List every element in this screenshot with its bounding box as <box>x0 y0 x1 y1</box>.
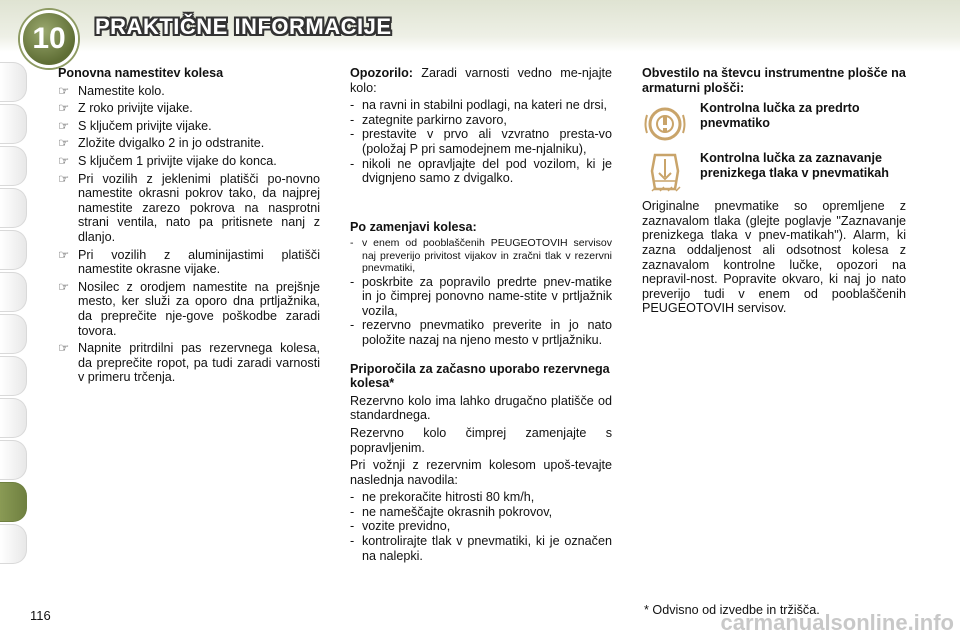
recommendation-list <box>350 490 612 563</box>
section-heading: Ponovna namestitev kolesa <box>58 66 224 80</box>
pointing-hand-icon: ☞ <box>58 101 70 116</box>
instruction-item <box>58 84 320 99</box>
chapter-tab[interactable] <box>0 524 27 564</box>
section-heading: Po zamenjavi kolesa: <box>350 219 477 234</box>
page-number: 116 <box>30 608 51 623</box>
pointing-hand-icon: ☞ <box>58 247 70 262</box>
list-item-text: nikoli ne opravljajte del pod vozilom, ki je dvignjeno samo z dvigalko. <box>362 156 612 186</box>
chapter-tab[interactable] <box>0 104 27 144</box>
section-heading: Obvestilo na števcu instrumentne plošče na armaturni plošči: <box>642 66 906 95</box>
pointing-hand-icon: ☞ <box>58 153 70 168</box>
warning-lamp-low-pressure <box>642 151 906 195</box>
list-item-text: rezervno pnevmatiko preverite in jo nato položite nazaj na njeno mesto v prtljažniku. <box>362 318 612 347</box>
list-item <box>350 113 612 128</box>
dash-mark: - <box>350 318 355 333</box>
footnote: * Odvisno od izvedbe in tržišča. <box>644 603 820 617</box>
list-item <box>350 490 612 505</box>
warning-label: Opozorilo: <box>350 66 413 80</box>
list-item-text: Namestite kolo. <box>78 83 165 98</box>
paragraph: Pri vožnji z rezervnim kolesom upoš-tevajte naslednja navodila: <box>350 458 612 487</box>
instruction-item <box>58 154 320 169</box>
list-item-text: Z roko privijte vijake. <box>78 101 193 116</box>
page-title: PRAKTIČNE INFORMACIJE <box>95 14 392 39</box>
list-item <box>350 127 612 156</box>
dash-mark: - <box>350 156 355 171</box>
chapter-tab[interactable] <box>0 272 27 312</box>
chapter-tab[interactable] <box>0 230 27 270</box>
list-item-text: Pri vozilih z jeklenimi platišči po-novno namestite okrasni pokrov tako, da najprej namestite zarezo pokrova na nasprotni strani ventila, nato pa pritisnete nanj z dlanjo. <box>78 171 320 244</box>
warning-text: Zaradi varnosti vedno me-njajte kolo: <box>350 66 612 95</box>
paragraph: Originalne pnevmatike so opremljene z zaznavalom tlaka (glejte poglavje "Zaznavanje prenizkega tlaka v pnev-matikah"). Alarm, ki zazna oddaljenost ali odsotnost kolesa z zaznavalom kontrolne lučke, opozori na nepravil-nost. Popravite okvaro, ki naj jo nato preverijo tudi v enem od pooblaščenih PEUGEOTOVIH servisov. <box>642 199 906 316</box>
low-tyre-pressure-icon <box>642 151 688 195</box>
chapter-tab-active[interactable] <box>0 482 27 522</box>
warning-paragraph <box>350 66 612 95</box>
chapter-tabs <box>0 62 36 566</box>
lamp-label: Kontrolna lučka za zaznavanje prenizkega tlaka v pnevmatikah <box>700 151 889 180</box>
paragraph: Rezervno kolo čimprej zamenjajte s popravljenim. <box>350 425 612 455</box>
warning-list <box>350 98 612 186</box>
list-item-text: v enem od pooblaščenih PEUGEOTOVIH servisov naj preverijo privitost vijakov in zračni tlak v rezervni pnevmatiki, <box>362 237 612 275</box>
instruction-item <box>58 248 320 277</box>
pointing-hand-icon: ☞ <box>58 118 70 133</box>
list-item-text: S ključem 1 privijte vijake do konca. <box>78 153 277 168</box>
instruction-item <box>58 119 320 134</box>
list-item-text: na ravni in stabilni podlagi, na kateri ne drsi, <box>362 98 608 113</box>
dash-mark: - <box>350 127 355 142</box>
list-item-text: ne nameščajte okrasnih pokrovov, <box>362 504 553 519</box>
watermark: carmanualsonline.info <box>720 610 954 635</box>
chapter-tab[interactable] <box>0 356 27 396</box>
section-heading: Priporočila za začasno uporabo rezervnega kolesa* <box>350 361 610 391</box>
list-item-text: prestavite v prvo ali vzvratno presta-vo (položaj P pri samodejnem me-njalniku), <box>362 127 612 156</box>
list-item-text: Pri vozilih z aluminijastimi platišči namestite okrasne vijake. <box>78 247 320 277</box>
list-item <box>350 505 612 520</box>
chapter-tab[interactable] <box>0 398 27 438</box>
list-item-text: Zložite dvigalko 2 in jo odstranite. <box>78 136 265 151</box>
flat-tyre-warning-icon <box>642 101 688 145</box>
instruction-list <box>58 84 320 385</box>
column-warnings <box>350 66 612 563</box>
list-item-text: zategnite parkirno zavoro, <box>362 112 507 127</box>
instruction-item <box>58 101 320 116</box>
list-item <box>350 275 612 319</box>
dash-mark: - <box>350 274 355 289</box>
dash-mark: - <box>350 490 355 505</box>
list-item-text: Nosilec z orodjem namestite na prejšnje mesto, ker služi za oporo dna prtljažnika, da preprečite nje-gove poškodbe zaradi tovora. <box>78 279 320 338</box>
lamp-label: Kontrolna lučka za predrto pnevmatiko <box>700 101 860 130</box>
pointing-hand-icon: ☞ <box>58 341 70 356</box>
chapter-number-badge: 10 <box>20 10 78 68</box>
list-item-text: kontrolirajte tlak v pnevmatiki, ki je označen na nalepki. <box>362 534 612 563</box>
list-item <box>350 237 612 274</box>
list-item-text: vozite previdno, <box>362 519 451 534</box>
dash-mark: - <box>350 98 355 113</box>
chapter-tab[interactable] <box>0 188 27 228</box>
instruction-item <box>58 280 320 338</box>
chapter-tab[interactable] <box>0 62 27 102</box>
column-wheel-refit <box>58 66 320 388</box>
list-item-text: poskrbite za popravilo predrte pnev-matike in jo čimprej ponovno name-stite v prtljažnik vozila, <box>362 274 612 318</box>
instruction-item <box>58 172 320 245</box>
paragraph: Rezervno kolo ima lahko drugačno platišče od standardnega. <box>350 393 612 423</box>
chapter-tab[interactable] <box>0 314 27 354</box>
instruction-item <box>58 341 320 385</box>
pointing-hand-icon: ☞ <box>58 279 70 294</box>
list-item <box>350 519 612 534</box>
chapter-tab[interactable] <box>0 440 27 480</box>
chapter-tab[interactable] <box>0 146 27 186</box>
list-item-text: Napnite pritrdilni pas rezervnega kolesa, da preprečite ropot, pa tudi zaradi varnosti v primeru trčenja. <box>78 341 320 385</box>
list-item-text: ne prekoračite hitrosti 80 km/h, <box>362 490 535 505</box>
dash-mark: - <box>350 504 355 519</box>
list-item <box>350 534 612 563</box>
pointing-hand-icon: ☞ <box>58 171 70 186</box>
list-item <box>350 157 612 186</box>
list-item <box>350 318 612 347</box>
list-item <box>350 98 612 113</box>
list-item-text: S ključem privijte vijake. <box>78 118 212 133</box>
instruction-item <box>58 136 320 151</box>
warning-lamp-flat-tyre <box>642 101 906 145</box>
dash-mark: - <box>350 534 355 549</box>
dash-mark: - <box>350 112 355 127</box>
dash-mark: - <box>350 519 355 534</box>
column-dashboard-alerts <box>642 66 906 319</box>
pointing-hand-icon: ☞ <box>58 136 70 151</box>
dash-mark: - <box>350 237 354 250</box>
pointing-hand-icon: ☞ <box>58 83 70 98</box>
change-list <box>350 275 612 348</box>
